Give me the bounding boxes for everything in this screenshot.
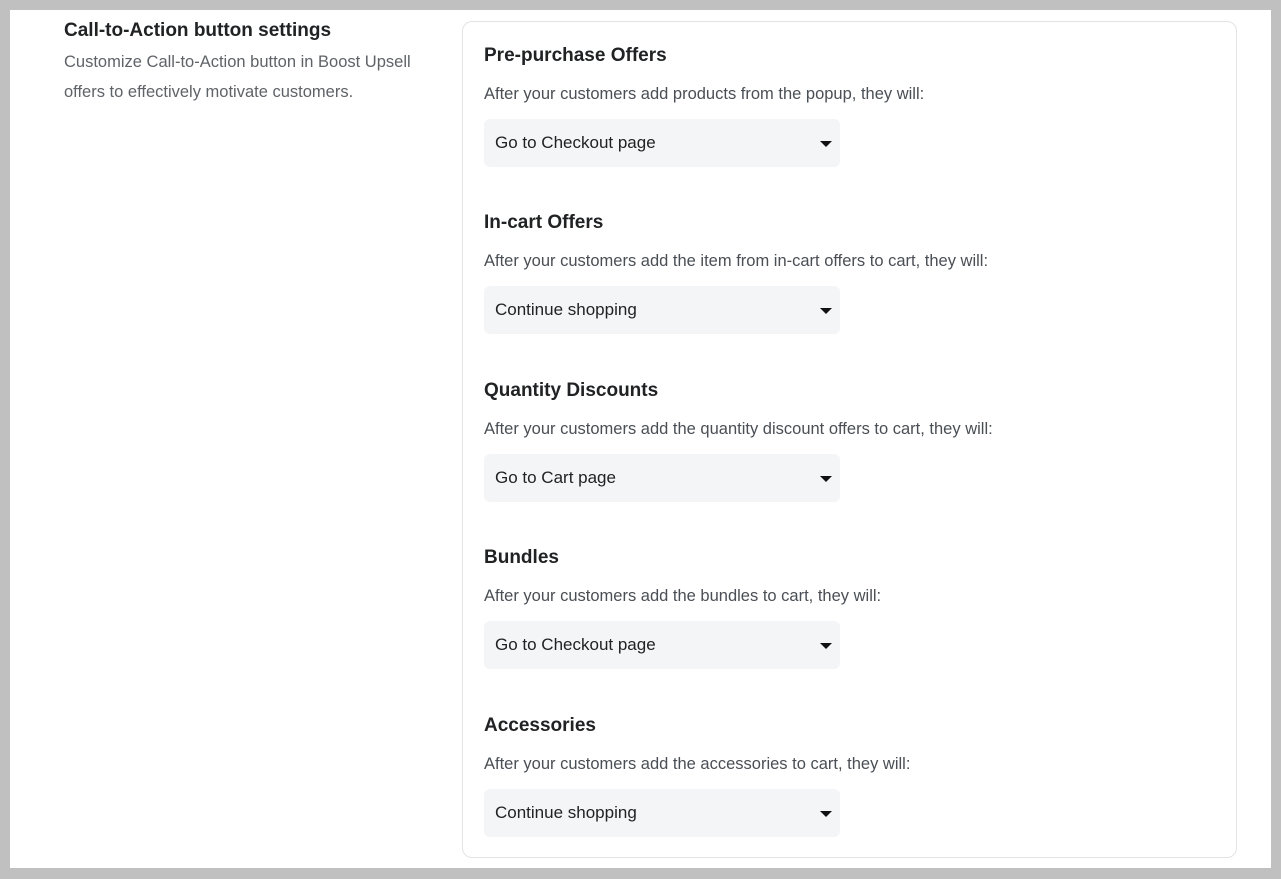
quantity-discounts-action-select[interactable] [484, 454, 840, 502]
chevron-down-icon [820, 141, 832, 147]
bundles-action-select[interactable] [484, 621, 840, 669]
select-value: Continue shopping [495, 300, 637, 319]
section-description: After your customers add products from the popup, they will: [484, 85, 925, 103]
section-title: In-cart Offers [484, 212, 604, 233]
chevron-down-icon [820, 811, 832, 817]
settings-page [10, 10, 1271, 868]
section-description: After your customers add the item from in-cart offers to cart, they will: [484, 252, 989, 270]
select-value: Go to Checkout page [495, 133, 656, 152]
chevron-down-icon [820, 308, 832, 314]
section-description: After your customers add the bundles to cart, they will: [484, 587, 882, 605]
pre-purchase-action-select[interactable] [484, 119, 840, 167]
accessories-action-select[interactable] [484, 789, 840, 837]
page-description: Customize Call-to-Action button in Boost Upsell offers to effectively motivate customers. [64, 53, 411, 101]
section-title: Bundles [484, 547, 559, 568]
section-title: Pre-purchase Offers [484, 45, 667, 66]
section-description: After your customers add the quantity discount offers to cart, they will: [484, 420, 993, 438]
section-title: Quantity Discounts [484, 380, 659, 401]
cta-settings-intro [64, 19, 444, 107]
section-in-cart-offers [484, 211, 989, 319]
select-value: Continue shopping [495, 803, 637, 822]
in-cart-action-select[interactable] [484, 286, 840, 334]
section-accessories [484, 714, 911, 822]
section-pre-purchase-offers [484, 44, 925, 152]
page-title: Call-to-Action button settings [64, 20, 332, 41]
section-bundles [484, 546, 882, 654]
chevron-down-icon [820, 643, 832, 649]
select-value: Go to Checkout page [495, 635, 656, 654]
chevron-down-icon [820, 476, 832, 482]
section-title: Accessories [484, 715, 596, 736]
section-description: After your customers add the accessories to cart, they will: [484, 755, 911, 773]
select-value: Go to Cart page [495, 468, 616, 487]
section-quantity-discounts [484, 379, 993, 487]
cta-settings-card [462, 21, 1237, 858]
